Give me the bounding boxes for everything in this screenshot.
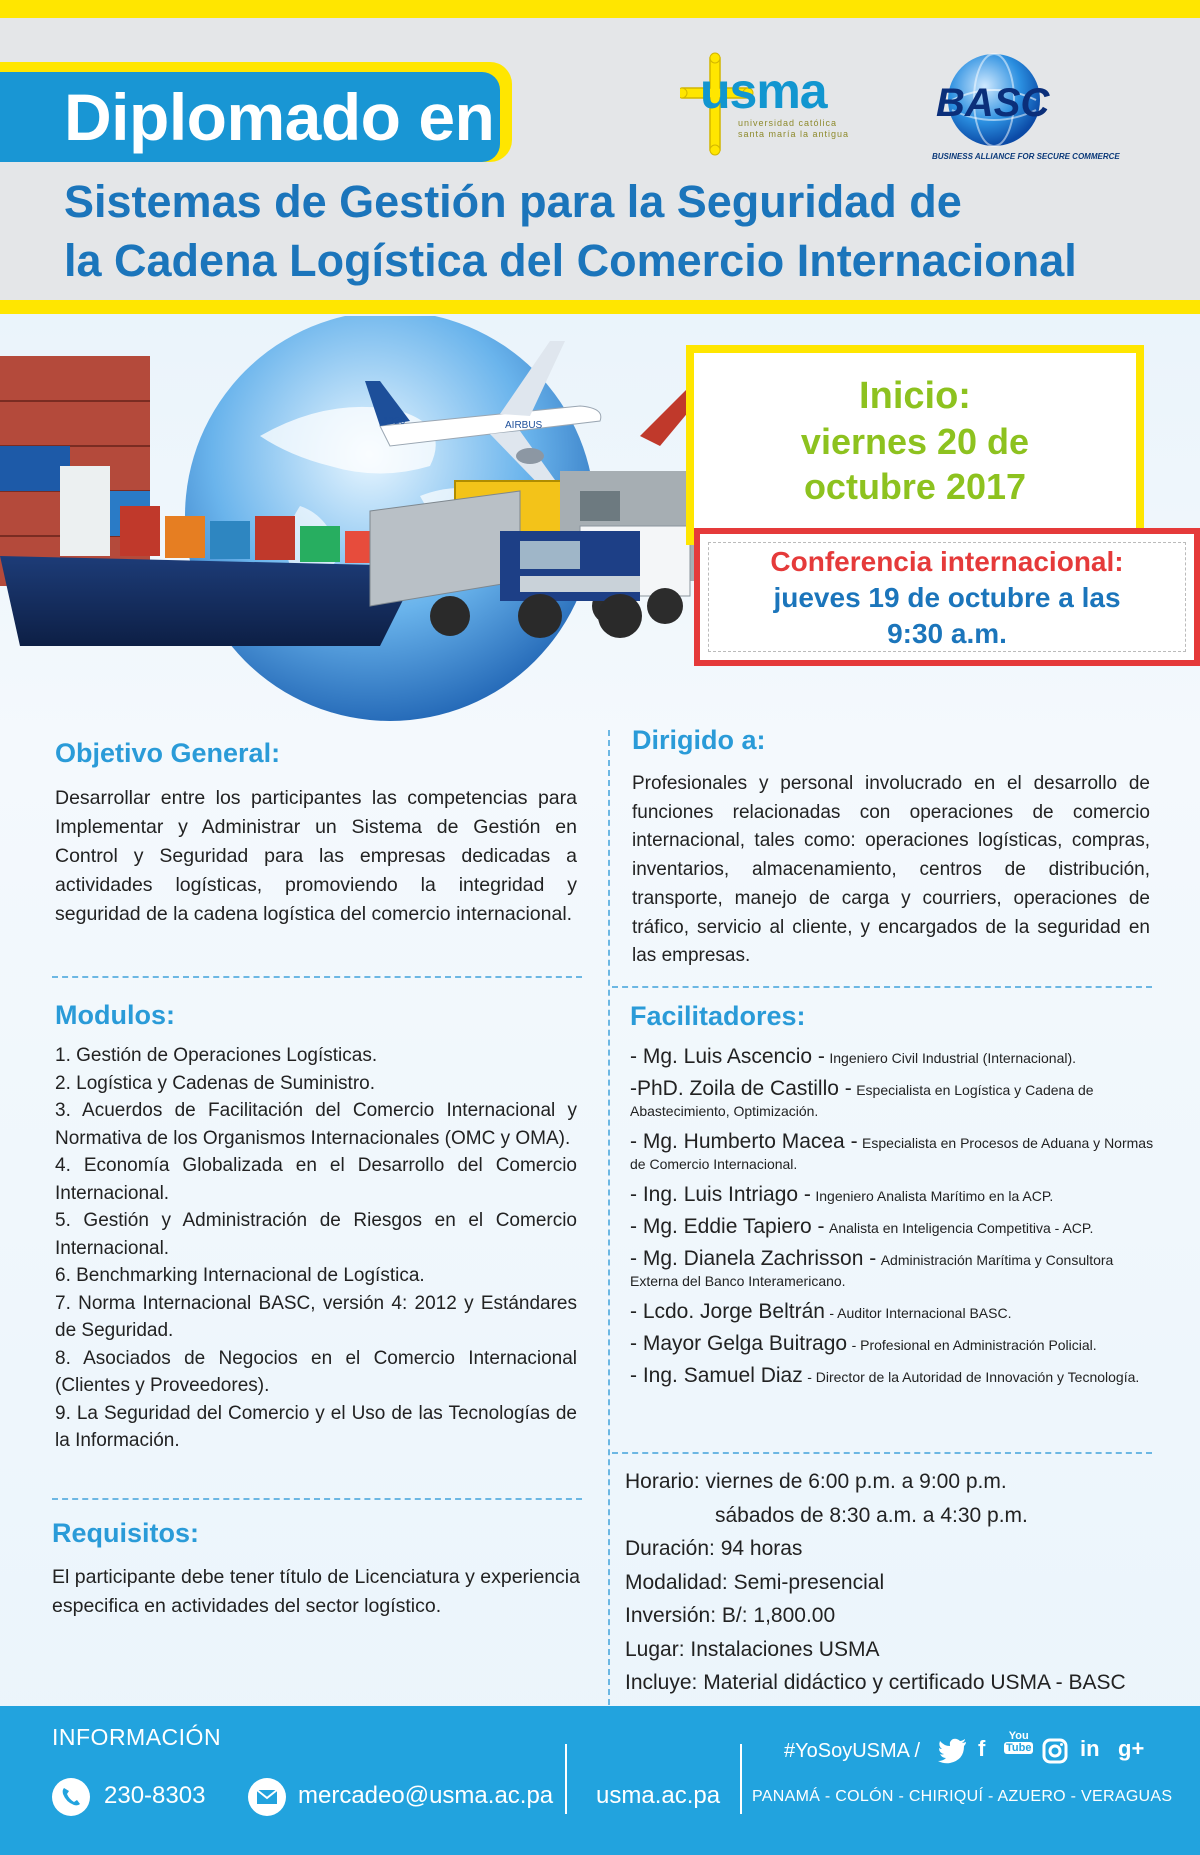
divider bbox=[612, 986, 1152, 988]
facilitator-description: - Auditor Internacional BASC. bbox=[829, 1305, 1012, 1321]
facilitators-list bbox=[630, 1046, 1155, 1397]
facilitator-item bbox=[630, 1248, 1155, 1292]
modules-list bbox=[55, 1042, 577, 1455]
module-item: 8. Asociados de Negocios en el Comercio Internacional (Clientes y Proveedores). bbox=[55, 1347, 577, 1396]
facilitator-item bbox=[630, 1216, 1155, 1239]
facilitator-item bbox=[630, 1131, 1155, 1175]
basc-logo-tagline: BUSINESS ALLIANCE FOR SECURE COMMERCE bbox=[932, 152, 1120, 161]
program-name bbox=[64, 172, 1164, 290]
facilitator-name: - Ing. Luis Intriago - bbox=[630, 1183, 811, 1206]
phone-icon bbox=[52, 1778, 90, 1816]
facilitator-name: - Mg. Humberto Macea - bbox=[630, 1130, 858, 1153]
facilitator-name: - Mayor Gelga Buitrago bbox=[630, 1332, 848, 1355]
start-date-line-1: viernes 20 de bbox=[800, 421, 1030, 462]
facilitator-description: Analista en Inteligencia Competitiva - ACP. bbox=[829, 1220, 1094, 1236]
facilitator-description: Administración Marítima y Consultora Externa del Banco Interamericano. bbox=[630, 1252, 1114, 1289]
objective-text: Desarrollar entre los participantes las competencias para Implementar y Administrar un Sistema de Gestión en Control y Seguridad para las empresas dedicadas a actividades logísticas, promoviendo la integridad y seguridad de la cadena logística del comercio internacional. bbox=[55, 787, 577, 925]
twitter-icon[interactable] bbox=[938, 1738, 968, 1764]
facilitator-name: - Lcdo. Jorge Beltrán bbox=[630, 1300, 825, 1323]
module-item: 3. Acuerdos de Facilitación del Comercio Internacional y Normativa de los Organismos Internacionales (OMC y OMA). bbox=[55, 1100, 577, 1149]
conference-date-line-2: 9:30 a.m. bbox=[887, 618, 1007, 649]
campus-regions: PANAMÁ - COLÓN - CHIRIQUÍ - AZUERO - VERAGUAS bbox=[752, 1788, 1173, 1805]
duration: Duración: 94 horas bbox=[625, 1537, 803, 1560]
audience-text: Profesionales y personal involucrado en el desarrollo de funciones relacionadas con operaciones de comercio internacional, tales como: operaciones logísticas, compras, inventarios, almacenamiento, centros de distribución, transporte, manejo de carga y courriers, operaciones de tráfico, servicio al cliente, y encargados de la seguridad en las empresas. bbox=[632, 773, 1150, 967]
phone-number[interactable]: 230-8303 bbox=[104, 1782, 206, 1809]
divider bbox=[52, 1498, 582, 1500]
usma-logo-wordmark: usma bbox=[700, 63, 827, 119]
usma-logo-tagline: universidad católica santa maría la antigua bbox=[738, 118, 850, 139]
module-item: 9. La Seguridad del Comercio y el Uso de las Tecnologías de la Información. bbox=[55, 1402, 577, 1451]
divider bbox=[612, 1452, 1152, 1454]
plane-brand: AIRBUS bbox=[505, 420, 543, 431]
facilitator-name: -PhD. Zoila de Castillo - bbox=[630, 1077, 852, 1100]
modality: Modalidad: Semi-presencial bbox=[625, 1570, 885, 1594]
footer-divider bbox=[740, 1744, 742, 1814]
includes: Incluye: Material didáctico y certificado USMA - BASC bbox=[625, 1671, 1126, 1694]
modules-heading: Modulos: bbox=[55, 1000, 175, 1030]
start-label: Inicio: bbox=[859, 375, 971, 417]
facilitator-description: Ingeniero Analista Marítimo en la ACP. bbox=[815, 1188, 1054, 1204]
start-date-box bbox=[686, 345, 1144, 545]
facilitator-description: Ingeniero Civil Industrial (Internacional). bbox=[829, 1050, 1077, 1066]
module-item: 5. Gestión y Administración de Riesgos en el Comercio Internacional. bbox=[55, 1210, 577, 1259]
schedule-line-2: sábados de 8:30 a.m. a 4:30 p.m. bbox=[715, 1503, 1028, 1527]
social-icons bbox=[938, 1730, 1178, 1768]
conference-box-inner-border bbox=[708, 542, 1186, 652]
facilitator-item bbox=[630, 1046, 1155, 1069]
facilitator-name: - Mg. Luis Ascencio - bbox=[630, 1045, 825, 1068]
conference-title: Conferencia internacional: bbox=[770, 546, 1124, 577]
facilitator-name: - Mg. Eddie Tapiero - bbox=[630, 1215, 825, 1238]
footer bbox=[0, 1706, 1200, 1855]
column-divider bbox=[608, 730, 610, 1705]
facilitator-description: - Profesional en Administración Policial. bbox=[851, 1337, 1097, 1353]
requirements-heading: Requisitos: bbox=[52, 1518, 200, 1548]
facilitator-description: Especialista en Procesos de Aduana y Normas de Comercio Internacional. bbox=[630, 1135, 1154, 1172]
facilitator-item bbox=[630, 1333, 1155, 1356]
facilitator-name: - Mg. Dianela Zachrisson - bbox=[630, 1247, 877, 1270]
location: Lugar: Instalaciones USMA bbox=[625, 1637, 880, 1661]
youtube-icon[interactable]: You Tube bbox=[1006, 1730, 1032, 1754]
objective-heading: Objetivo General: bbox=[55, 738, 281, 768]
page-title: Diplomado en bbox=[0, 72, 500, 162]
email-link[interactable]: mercadeo@usma.ac.pa bbox=[298, 1782, 554, 1809]
conference-box bbox=[694, 528, 1200, 666]
footer-title: INFORMACIÓN bbox=[52, 1724, 222, 1750]
module-item: 6. Benchmarking Internacional de Logística. bbox=[55, 1265, 425, 1286]
email-icon bbox=[248, 1778, 286, 1816]
investment: Inversión: B/: 1,800.00 bbox=[625, 1604, 836, 1627]
header-bottom-stripe bbox=[0, 300, 1200, 314]
facilitator-name: - Ing. Samuel Diaz bbox=[630, 1364, 803, 1387]
facilitator-item bbox=[630, 1365, 1155, 1388]
module-item: 4. Economía Globalizada en el Desarrollo del Comercio Internacional. bbox=[55, 1155, 577, 1204]
facilitator-item bbox=[630, 1301, 1155, 1324]
facilitator-item bbox=[630, 1078, 1155, 1122]
module-item: 1. Gestión de Operaciones Logísticas. bbox=[55, 1045, 378, 1066]
divider bbox=[52, 976, 582, 978]
start-date-line-2: octubre 2017 bbox=[803, 466, 1027, 507]
footer-divider bbox=[565, 1744, 567, 1814]
hashtag: #YoSoyUSMA / bbox=[784, 1740, 921, 1762]
cargo-ship bbox=[0, 556, 420, 646]
module-item: 7. Norma Internacional BASC, versión 4: 2012 y Estándares de Seguridad. bbox=[55, 1292, 577, 1341]
basc-logo-wordmark: BASC bbox=[936, 81, 1050, 125]
top-yellow-stripe bbox=[0, 0, 1200, 18]
schedule-line-1: Horario: viernes de 6:00 p.m. a 9:00 p.m. bbox=[625, 1470, 1007, 1493]
requirements-text: El participante debe tener título de Licenciatura y experiencia especifica en actividades del sector logístico. bbox=[52, 1566, 580, 1617]
linkedin-icon[interactable]: in bbox=[1080, 1736, 1100, 1761]
instagram-icon[interactable] bbox=[1042, 1738, 1068, 1764]
basc-globe-icon bbox=[930, 50, 1052, 150]
facilitators-heading: Facilitadores: bbox=[630, 1001, 806, 1031]
facebook-icon[interactable]: f bbox=[978, 1736, 986, 1761]
plane-livery: A320 bbox=[382, 416, 406, 427]
facilitator-description: Especialista en Logística y Cadena de Abastecimiento, Optimización. bbox=[630, 1082, 1094, 1119]
website-link[interactable]: usma.ac.pa bbox=[596, 1782, 721, 1809]
course-info-list bbox=[625, 1465, 1185, 1700]
audience-heading: Dirigido a: bbox=[632, 725, 766, 755]
facilitator-item bbox=[630, 1184, 1155, 1207]
facilitator-description: - Director de la Autoridad de Innovación y Tecnología. bbox=[807, 1369, 1140, 1385]
conference-date-line-1: jueves 19 de octubre a las bbox=[773, 582, 1121, 613]
program-name-line-1: Sistemas de Gestión para la Seguridad de bbox=[64, 176, 962, 227]
module-item: 2. Logística y Cadenas de Suministro. bbox=[55, 1072, 376, 1094]
program-name-line-2: la Cadena Logística del Comercio Internacional bbox=[64, 235, 1077, 286]
googleplus-icon[interactable]: g+ bbox=[1118, 1736, 1145, 1761]
